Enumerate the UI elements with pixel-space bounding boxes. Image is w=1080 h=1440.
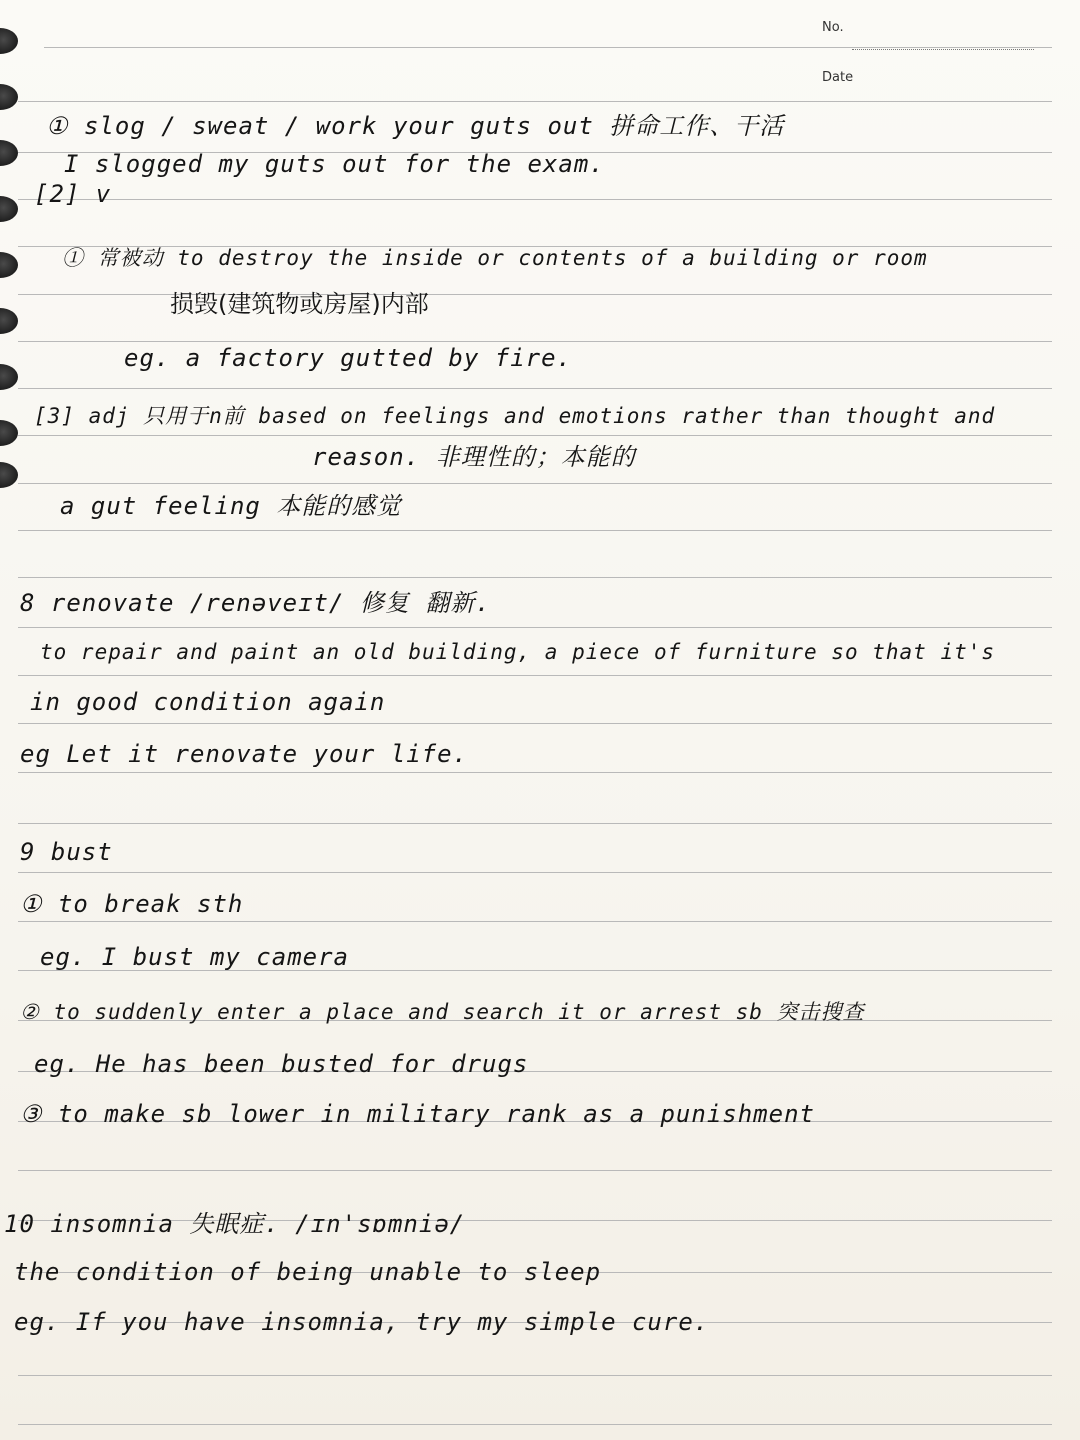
binding-ring <box>0 84 18 110</box>
note-line: a gut feeling 本能的感觉 <box>60 492 402 520</box>
note-line: 8 renovate /renəveɪt/ 修复 翻新. <box>20 589 491 617</box>
ruled-line <box>18 772 1052 773</box>
note-line: ① 常被动 to destroy the inside or contents of a building or room <box>62 246 928 270</box>
ruled-line <box>18 435 1052 436</box>
ruled-line <box>18 1170 1052 1171</box>
ruled-line <box>18 723 1052 724</box>
binding-ring <box>0 364 18 390</box>
header-rule <box>44 47 1052 48</box>
header-rule <box>18 101 1052 102</box>
ruled-line <box>18 577 1052 578</box>
note-line: 损毁(建筑物或房屋)内部 <box>170 290 429 318</box>
note-line: eg. a factory gutted by fire. <box>124 344 573 372</box>
note-line: 9 bust <box>20 838 113 866</box>
ruled-line <box>18 483 1052 484</box>
binding-ring <box>0 28 18 54</box>
no-field <box>852 49 1034 50</box>
ruled-line <box>18 1375 1052 1376</box>
binding-ring <box>0 462 18 488</box>
ruled-line <box>18 872 1052 873</box>
note-line: [3] adj 只用于n前 based on feelings and emotions rather than thought and <box>34 404 996 428</box>
ruled-line <box>18 1424 1052 1425</box>
note-line: eg. He has been busted for drugs <box>34 1050 529 1078</box>
date-label: Date <box>822 70 854 85</box>
note-line: reason. 非理性的；本能的 <box>312 443 636 471</box>
binding-ring <box>0 140 18 166</box>
binding-ring <box>0 308 18 334</box>
ruled-line <box>18 921 1052 922</box>
note-line: [2] v <box>34 180 112 208</box>
binding-ring <box>0 196 18 222</box>
note-line: I slogged my guts out for the exam. <box>64 150 605 178</box>
no-label: No. <box>822 20 844 35</box>
note-line: eg. If you have insomnia, try my simple cure. <box>14 1308 710 1336</box>
note-line: the condition of being unable to sleep <box>14 1258 602 1286</box>
note-line: ② to suddenly enter a place and search it or arrest sb 突击搜查 <box>20 1000 865 1024</box>
note-line: in good condition again <box>30 688 386 716</box>
note-line: eg. I bust my camera <box>40 943 349 971</box>
note-line: to repair and paint an old building, a piece of furniture so that it's <box>40 640 996 664</box>
ruled-line <box>18 823 1052 824</box>
note-line: ① slog / sweat / work your guts out 拼命工作、干活 <box>46 112 785 140</box>
ruled-line <box>18 388 1052 389</box>
note-line: ① to break sth <box>20 890 244 918</box>
note-line: 10 insomnia 失眠症. /ɪn'sɒmniə/ <box>4 1210 466 1238</box>
binding-ring <box>0 252 18 278</box>
note-line: eg Let it renovate your life. <box>20 740 469 768</box>
ruled-line <box>18 627 1052 628</box>
ruled-line <box>18 675 1052 676</box>
ruled-line <box>18 199 1052 200</box>
ruled-line <box>18 530 1052 531</box>
ruled-line <box>18 341 1052 342</box>
binding-ring <box>0 420 18 446</box>
note-line: ③ to make sb lower in military rank as a punishment <box>20 1100 815 1128</box>
